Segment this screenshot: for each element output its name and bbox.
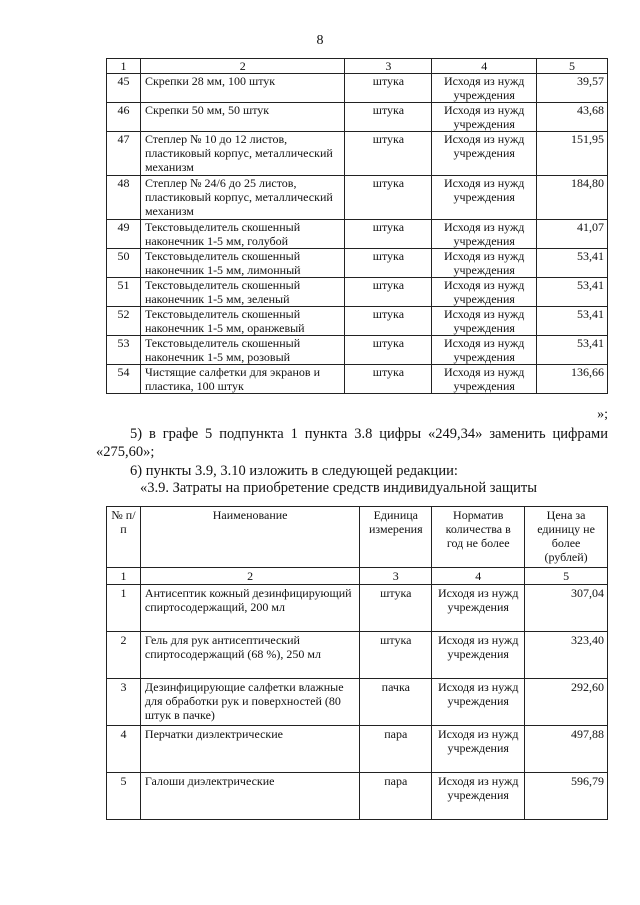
item-price: 151,95 xyxy=(537,132,608,176)
row-number: 53 xyxy=(107,336,141,365)
item-price: 136,66 xyxy=(537,365,608,394)
supplies-table-continued xyxy=(106,58,608,394)
table-row xyxy=(107,773,608,820)
row-number: 50 xyxy=(107,249,141,278)
item-norm: Исходя из нужд учреждения xyxy=(432,307,537,336)
row-number: 51 xyxy=(107,278,141,307)
item-price: 53,41 xyxy=(537,307,608,336)
row-number: 1 xyxy=(107,585,141,632)
item-unit: штука xyxy=(345,249,432,278)
item-unit: пара xyxy=(360,773,432,820)
header-name: Наименование xyxy=(140,507,359,568)
table-row xyxy=(107,220,608,249)
header-price: Цена за единицу не более (рублей) xyxy=(525,507,608,568)
item-unit: штука xyxy=(360,632,432,679)
item-norm: Исходя из нужд учреждения xyxy=(432,679,525,726)
row-number: 49 xyxy=(107,220,141,249)
column-number-3: 3 xyxy=(360,568,432,585)
item-name: Текстовыделитель скошенный наконечник 1-5 мм, зеленый xyxy=(140,278,345,307)
column-number-5: 5 xyxy=(525,568,608,585)
row-number: 47 xyxy=(107,132,141,176)
column-number-4: 4 xyxy=(432,59,537,74)
item-norm: Исходя из нужд учреждения xyxy=(432,336,537,365)
table-row xyxy=(107,103,608,132)
item-unit: штука xyxy=(345,132,432,176)
item-unit: штука xyxy=(345,74,432,103)
column-number-5: 5 xyxy=(537,59,608,74)
column-number-3: 3 xyxy=(345,59,432,74)
page-number: 8 xyxy=(316,33,324,48)
row-number: 3 xyxy=(107,679,141,726)
item-unit: пачка xyxy=(360,679,432,726)
table-row xyxy=(107,585,608,632)
table-header-row xyxy=(107,59,608,74)
row-number: 46 xyxy=(107,103,141,132)
header-number: № п/п xyxy=(107,507,141,568)
column-number-1: 1 xyxy=(107,59,141,74)
item-name: Скрепки 50 мм, 50 штук xyxy=(140,103,345,132)
item-price: 53,41 xyxy=(537,249,608,278)
item-name: Перчатки диэлектрические xyxy=(140,726,359,773)
column-number-4: 4 xyxy=(432,568,525,585)
item-price: 43,68 xyxy=(537,103,608,132)
table-row xyxy=(107,632,608,679)
table-row xyxy=(107,132,608,176)
item-name: Текстовыделитель скошенный наконечник 1-5 мм, оранжевый xyxy=(140,307,345,336)
table-row xyxy=(107,278,608,307)
row-number: 5 xyxy=(107,773,141,820)
row-number: 4 xyxy=(107,726,141,773)
table-row xyxy=(107,307,608,336)
item-name: Галоши диэлектрические xyxy=(140,773,359,820)
item-name: Текстовыделитель скошенный наконечник 1-5 мм, голубой xyxy=(140,220,345,249)
item-name: Скрепки 28 мм, 100 штук xyxy=(140,74,345,103)
item-name: Дезинфицирующие салфетки влажные для обработки рук и поверхностей (80 штук в пачке) xyxy=(140,679,359,726)
item-unit: штука xyxy=(345,220,432,249)
item-name: Гель для рук антисептический спиртосодержащий (68 %), 250 мл xyxy=(140,632,359,679)
table-row xyxy=(107,74,608,103)
amendment-paragraph-5: 5) в графе 5 подпункта 1 пункта 3.8 цифры «249,34» заменить цифрами «275,60»; xyxy=(96,426,608,460)
table-row xyxy=(107,336,608,365)
column-numbers-row xyxy=(107,568,608,585)
item-unit: штука xyxy=(345,365,432,394)
item-norm: Исходя из нужд учреждения xyxy=(432,365,537,394)
table-row xyxy=(107,679,608,726)
row-number: 54 xyxy=(107,365,141,394)
item-name: Степлер № 10 до 12 листов, пластиковый корпус, металлический механизм xyxy=(140,132,345,176)
item-norm: Исходя из нужд учреждения xyxy=(432,132,537,176)
item-unit: штука xyxy=(345,103,432,132)
item-norm: Исходя из нужд учреждения xyxy=(432,220,537,249)
item-norm: Исходя из нужд учреждения xyxy=(432,585,525,632)
closing-quote: »; xyxy=(597,407,608,422)
item-unit: штука xyxy=(345,307,432,336)
item-price: 497,88 xyxy=(525,726,608,773)
row-number: 52 xyxy=(107,307,141,336)
item-norm: Исходя из нужд учреждения xyxy=(432,74,537,103)
section-heading-3-9: «3.9. Затраты на приобретение средств индивидуальной защиты xyxy=(140,480,537,496)
table-header-row xyxy=(107,507,608,568)
item-unit: штука xyxy=(345,278,432,307)
table-row xyxy=(107,726,608,773)
item-unit: штука xyxy=(345,176,432,220)
table-row xyxy=(107,365,608,394)
item-price: 53,41 xyxy=(537,336,608,365)
item-name: Текстовыделитель скошенный наконечник 1-5 мм, лимонный xyxy=(140,249,345,278)
item-norm: Исходя из нужд учреждения xyxy=(432,176,537,220)
item-norm: Исходя из нужд учреждения xyxy=(432,249,537,278)
item-price: 39,57 xyxy=(537,74,608,103)
row-number: 48 xyxy=(107,176,141,220)
item-unit: штука xyxy=(345,336,432,365)
item-price: 53,41 xyxy=(537,278,608,307)
header-unit: Единица измерения xyxy=(360,507,432,568)
item-price: 41,07 xyxy=(537,220,608,249)
table-row xyxy=(107,249,608,278)
item-unit: штука xyxy=(360,585,432,632)
header-norm: Норматив количества в год не более xyxy=(432,507,525,568)
row-number: 2 xyxy=(107,632,141,679)
item-price: 184,80 xyxy=(537,176,608,220)
column-number-1: 1 xyxy=(107,568,141,585)
amendment-paragraph-6: 6) пункты 3.9, 3.10 изложить в следующей редакции: xyxy=(130,463,458,479)
item-price: 292,60 xyxy=(525,679,608,726)
column-number-2: 2 xyxy=(140,568,359,585)
item-price: 307,04 xyxy=(525,585,608,632)
table-row xyxy=(107,176,608,220)
item-name: Антисептик кожный дезинфицирующий спиртосодержащий, 200 мл xyxy=(140,585,359,632)
column-number-2: 2 xyxy=(140,59,345,74)
item-name: Текстовыделитель скошенный наконечник 1-5 мм, розовый xyxy=(140,336,345,365)
item-unit: пара xyxy=(360,726,432,773)
row-number: 45 xyxy=(107,74,141,103)
item-norm: Исходя из нужд учреждения xyxy=(432,278,537,307)
ppe-costs-table xyxy=(106,506,608,820)
item-name: Чистящие салфетки для экранов и пластика, 100 штук xyxy=(140,365,345,394)
item-norm: Исходя из нужд учреждения xyxy=(432,773,525,820)
item-norm: Исходя из нужд учреждения xyxy=(432,726,525,773)
item-price: 323,40 xyxy=(525,632,608,679)
item-norm: Исходя из нужд учреждения xyxy=(432,103,537,132)
item-price: 596,79 xyxy=(525,773,608,820)
item-norm: Исходя из нужд учреждения xyxy=(432,632,525,679)
item-name: Степлер № 24/6 до 25 листов, пластиковый корпус, металлический механизм xyxy=(140,176,345,220)
